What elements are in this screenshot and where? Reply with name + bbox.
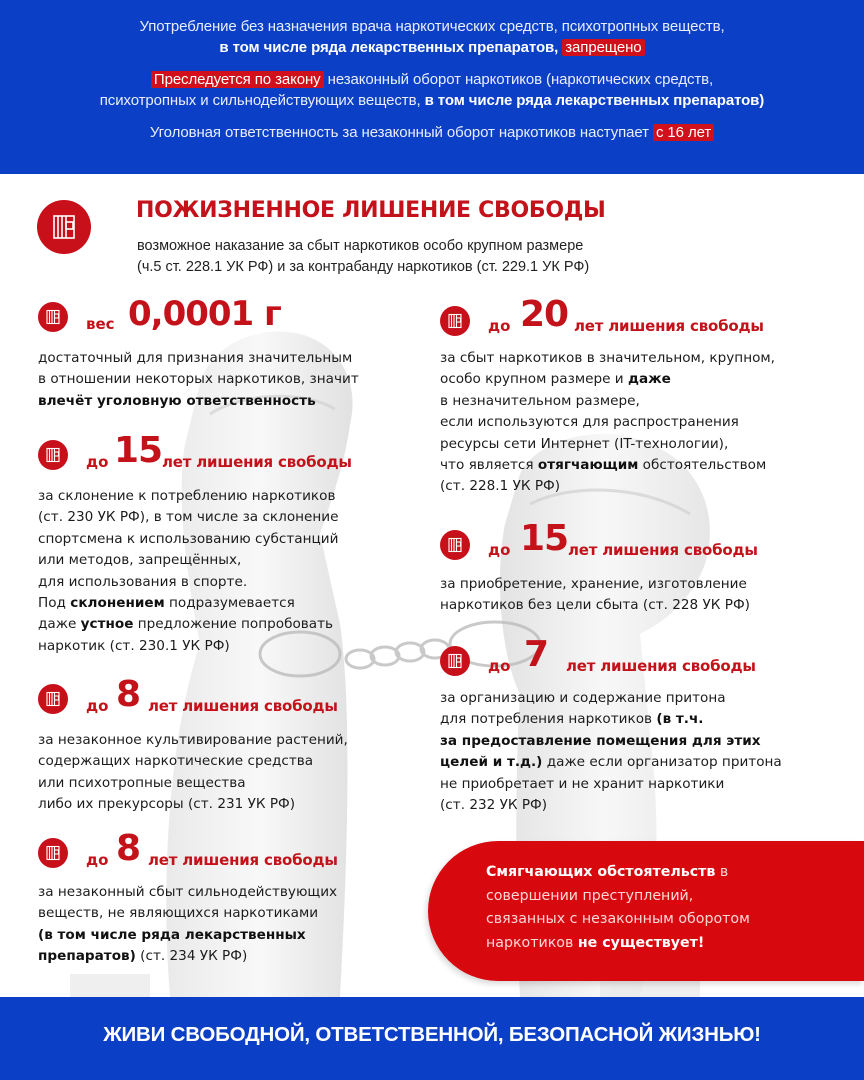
penalty-prefix: до <box>86 697 109 715</box>
description-line: за склонение к потреблению наркотиков <box>38 488 336 504</box>
penalty-description <box>440 574 750 617</box>
penalty-block-den <box>440 634 860 814</box>
penalty-block-weight <box>38 294 418 409</box>
prison-bars-icon <box>38 440 68 470</box>
description-line: особо крупном размере и даже <box>440 371 671 388</box>
penalty-suffix: лет лишения свободы <box>566 657 756 675</box>
description-line: (ст. 230 УК РФ), в том числе за склонение <box>38 509 339 526</box>
description-bold-line: влечёт уголовную ответственность <box>38 392 316 409</box>
penalty-prefix: до <box>86 453 109 471</box>
prison-bars-icon <box>440 646 470 676</box>
description-line: или психотропные вещества <box>38 774 246 791</box>
prison-bars-icon <box>38 302 68 332</box>
penalty-prefix: до <box>488 317 511 335</box>
penalty-prefix: вес <box>86 315 115 333</box>
hero-title: ПОЖИЗНЕННОЕ ЛИШЕНИЕ СВОБОДЫ <box>136 198 606 223</box>
penalty-description <box>440 688 782 816</box>
description-line: или методов, запрещённых, <box>38 552 242 569</box>
age-highlight: с 16 лет <box>653 124 714 141</box>
banner-line <box>0 122 864 143</box>
penalty-amount: 7 <box>524 634 549 675</box>
top-banner <box>0 0 864 174</box>
callout-line: связанных с незаконным оборотом <box>486 911 750 927</box>
penalty-block-sale <box>440 294 860 495</box>
penalty-amount: 20 <box>520 294 569 335</box>
description-line: спортсмена к использованию субстанций <box>38 530 339 547</box>
banner-text: незаконный оборот наркотиков (наркотических средств, <box>323 71 714 88</box>
bottom-banner <box>0 997 864 1080</box>
description-line: веществ, не являющихся наркотиками <box>38 905 319 922</box>
description-line: либо их прекурсоры (ст. 231 УК РФ) <box>38 796 296 813</box>
banner-text: Уголовная ответственность за незаконный оборот наркотиков наступает <box>149 124 653 141</box>
slogan: ЖИВИ СВОБОДНОЙ, ОТВЕТСТВЕННОЙ, БЕЗОПАСНОЙ ЖИЗНЬЮ! <box>103 1022 761 1046</box>
penalty-amount: 15 <box>114 430 163 471</box>
description-bold-line: за предоставление помещения для этих <box>440 732 761 749</box>
penalty-block-possession <box>440 518 860 614</box>
penalty-amount: 15 <box>520 518 569 559</box>
hero-sub-line: (ч.5 ст. 228.1 УК РФ) и за контрабанду наркотиков (ст. 229.1 УК РФ) <box>137 259 590 275</box>
callout-line: совершении преступлений, <box>486 887 694 904</box>
banner-line <box>0 90 864 111</box>
penalty-suffix: лет лишения свободы <box>574 317 764 335</box>
description-line: для использования в спорте. <box>38 573 248 590</box>
banner-text: психотропных и сильнодействующих веществ, <box>99 92 425 109</box>
prison-bars-icon <box>440 530 470 560</box>
penalty-prefix: до <box>86 851 109 869</box>
main-content <box>0 174 864 997</box>
description-line: в незначительном размере, <box>440 392 640 409</box>
description-line: содержащих наркотические средства <box>38 753 314 770</box>
prison-bars-icon <box>440 306 470 336</box>
penalty-description <box>38 730 348 816</box>
description-line: в отношении некоторых наркотиков, значит <box>38 371 359 388</box>
penalty-prefix: до <box>488 541 511 559</box>
callout-line: наркотиков не существует! <box>486 934 705 951</box>
penalty-block-potent-substances <box>38 828 418 965</box>
description-line: даже устное предложение попробовать <box>38 616 334 633</box>
description-line: за незаконное культивирование растений, <box>38 732 348 748</box>
description-line: если используются для распространения <box>440 414 739 431</box>
description-line: за сбыт наркотиков в значительном, крупном, <box>440 350 775 366</box>
description-line: препаратов) (ст. 234 УК РФ) <box>38 948 248 965</box>
prison-bars-icon <box>37 200 91 254</box>
description-line: наркотиков без цели сбыта (ст. 228 УК РФ) <box>440 597 750 614</box>
prison-bars-icon <box>38 838 68 868</box>
penalty-suffix: лет лишения свободы <box>162 453 352 471</box>
penalty-block-inducement <box>38 430 418 654</box>
description-line: за незаконный сбыт сильнодействующих <box>38 884 338 900</box>
banner-bold-text: в том числе ряда лекарственных препаратов, <box>219 39 559 56</box>
callout-line: Смягчающих обстоятельств в <box>486 864 729 880</box>
penalty-amount: 8 <box>116 828 141 869</box>
penalty-prefix: до <box>488 657 511 675</box>
hero-subtitle <box>137 236 737 278</box>
prison-bars-icon <box>38 684 68 714</box>
description-line: (ст. 232 УК РФ) <box>440 797 548 814</box>
description-line: не приобретает и не хранит наркотики <box>440 775 725 792</box>
no-mitigating-circumstances-callout <box>428 841 864 981</box>
prohibited-highlight: запрещено <box>562 39 644 56</box>
penalty-amount: 0,0001 г <box>128 294 281 334</box>
prosecuted-highlight: Преследуется по закону <box>151 71 324 88</box>
penalty-description <box>38 882 337 968</box>
penalty-block-cultivation <box>38 674 418 813</box>
description-line: достаточный для признания значительным <box>38 350 353 366</box>
banner-line <box>0 69 864 90</box>
description-line: целей и т.д.) даже если организатор притона <box>440 754 782 771</box>
description-line: (ст. 228.1 УК РФ) <box>440 478 561 495</box>
description-line: наркотик (ст. 230.1 УК РФ) <box>38 637 230 654</box>
description-line: за организацию и содержание притона <box>440 690 726 706</box>
description-line: что является отягчающим обстоятельством <box>440 457 767 474</box>
banner-line <box>0 37 864 58</box>
penalty-description <box>440 348 775 498</box>
description-line: ресурсы сети Интернет (IT-технологии), <box>440 435 729 452</box>
description-line: за приобретение, хранение, изготовление <box>440 576 747 592</box>
penalty-suffix: лет лишения свободы <box>148 697 338 715</box>
hero-sub-line: возможное наказание за сбыт наркотиков особо крупном размере <box>137 238 584 254</box>
description-line: для потребления наркотиков (в т.ч. <box>440 711 704 728</box>
penalty-amount: 8 <box>116 674 141 715</box>
penalty-suffix: лет лишения свободы <box>568 541 758 559</box>
penalty-description <box>38 348 359 412</box>
description-bold-line: (в том числе ряда лекарственных <box>38 926 306 943</box>
penalty-suffix: лет лишения свободы <box>148 851 338 869</box>
banner-line: Употребление без назначения врача наркотических средств, психотропных веществ, <box>139 18 725 35</box>
description-line: Под склонением подразумевается <box>38 595 295 612</box>
banner-bold-text: в том числе ряда лекарственных препаратов) <box>424 92 765 109</box>
penalty-description <box>38 486 338 657</box>
